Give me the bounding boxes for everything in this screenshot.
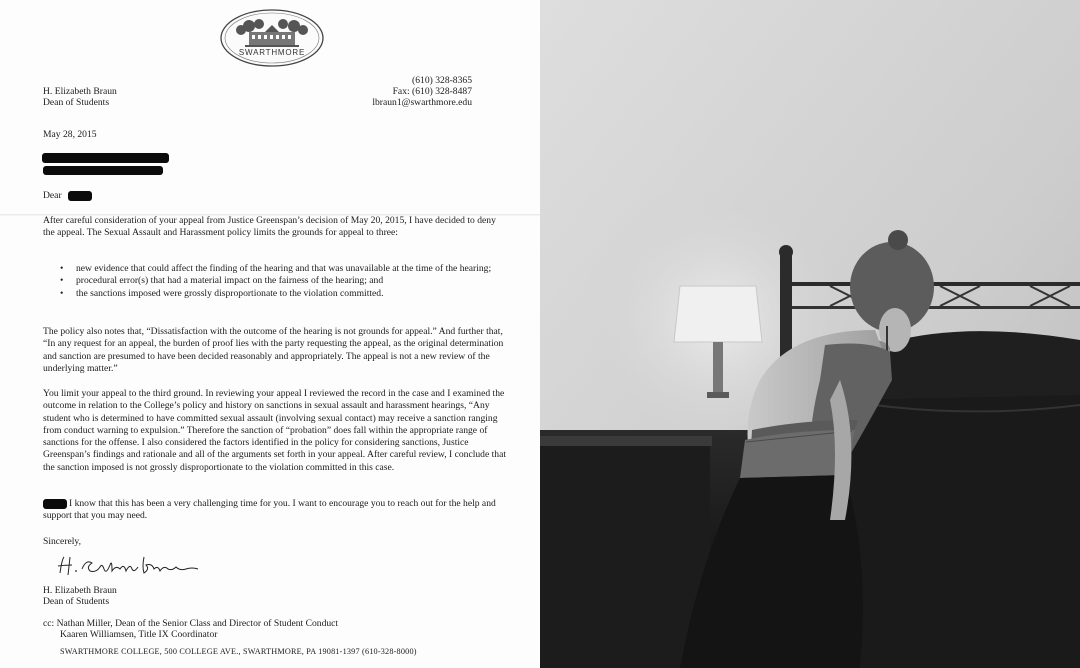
list-item: • new evidence that could affect the finding of the hearing and that was unavailable at the time of the hearing; <box>58 263 518 275</box>
redacted-recipient-name <box>68 191 92 201</box>
letter-footer: SWARTHMORE COLLEGE, 500 COLLEGE AVE., SWARTHMORE, PA 19081-1397 (610-328-8000) <box>60 647 417 656</box>
paragraph-review: You limit your appeal to the third ground. In reviewing your appeal I reviewed the record in the case and I examined the outcome in relation to the College’s policy and history on sanctions in sexual assault and harassment hearings, “Any student who is determined to have committed sexual assault (involving sexual contact) may receive a sanction ranging from conduct warning to expulsion.” Therefore the sanction of “probation” does fall within the appropriate range of sanctions for the offense. I also considered the factors identified in the policy for considering sanctions, Justice Greenspan’s findings and rationale and all of the arguments set forth in your appeal. After careful review, I conclude that the sanction imposed is not grossly disproportionate to the violation committed in this case. <box>43 388 507 473</box>
swarthmore-seal-logo <box>219 8 325 68</box>
woman-leaning-over-bed-photo <box>540 0 1080 668</box>
sender-fax: Fax: (610) 328-8487 <box>392 86 472 97</box>
paragraph-support: I know that this has been a very challenging time for you. I want to encourage you to reach out for the help and support that you may need. <box>43 498 496 522</box>
appeal-grounds-list <box>58 263 518 300</box>
list-item: • procedural error(s) that had a material impact on the fairness of the hearing; and <box>58 275 518 287</box>
paragraph-decision: After careful consideration of your appeal from Justice Greenspan’s decision of May 20, 2015, I have decided to deny the appeal. The Sexual Assault and Harassment policy limits the grounds for appeal to three: <box>43 215 496 239</box>
cc-line-1: cc: Nathan Miller, Dean of the Senior Class and Director of Student Conduct <box>43 618 339 629</box>
sender-title: Dean of Students <box>43 97 110 108</box>
cc-line-2: Kaaren Williamsen, Title IX Coordinator <box>60 629 218 640</box>
paragraph-policy: The policy also notes that, “Dissatisfaction with the outcome of the hearing is not grounds for appeal.” And further that, “In any request for an appeal, the burden of proof lies with the party requesting the appeal, as the original determination and sanction are presumed to have been decided reasonably and appropriately. The appeal is not a new review of the underlying matter.” <box>43 326 504 374</box>
list-item: • the sanctions imposed were grossly disproportionate to the violation committed. <box>58 288 518 300</box>
letter-date: May 28, 2015 <box>43 129 97 140</box>
seal-institution-name: SWARTHMORE <box>238 48 306 57</box>
closing: Sincerely, <box>43 536 82 547</box>
redacted-recipient-line-2 <box>43 166 163 175</box>
sender-email: lbraun1@swarthmore.edu <box>372 97 472 108</box>
signer-title: Dean of Students <box>43 596 110 607</box>
handwritten-signature <box>52 553 202 581</box>
sender-name: H. Elizabeth Braun <box>43 86 117 97</box>
signer-name: H. Elizabeth Braun <box>43 585 117 596</box>
redacted-recipient-line-1 <box>42 153 169 163</box>
salutation: Dear <box>43 190 62 201</box>
sender-phone: (610) 328-8365 <box>412 75 472 86</box>
